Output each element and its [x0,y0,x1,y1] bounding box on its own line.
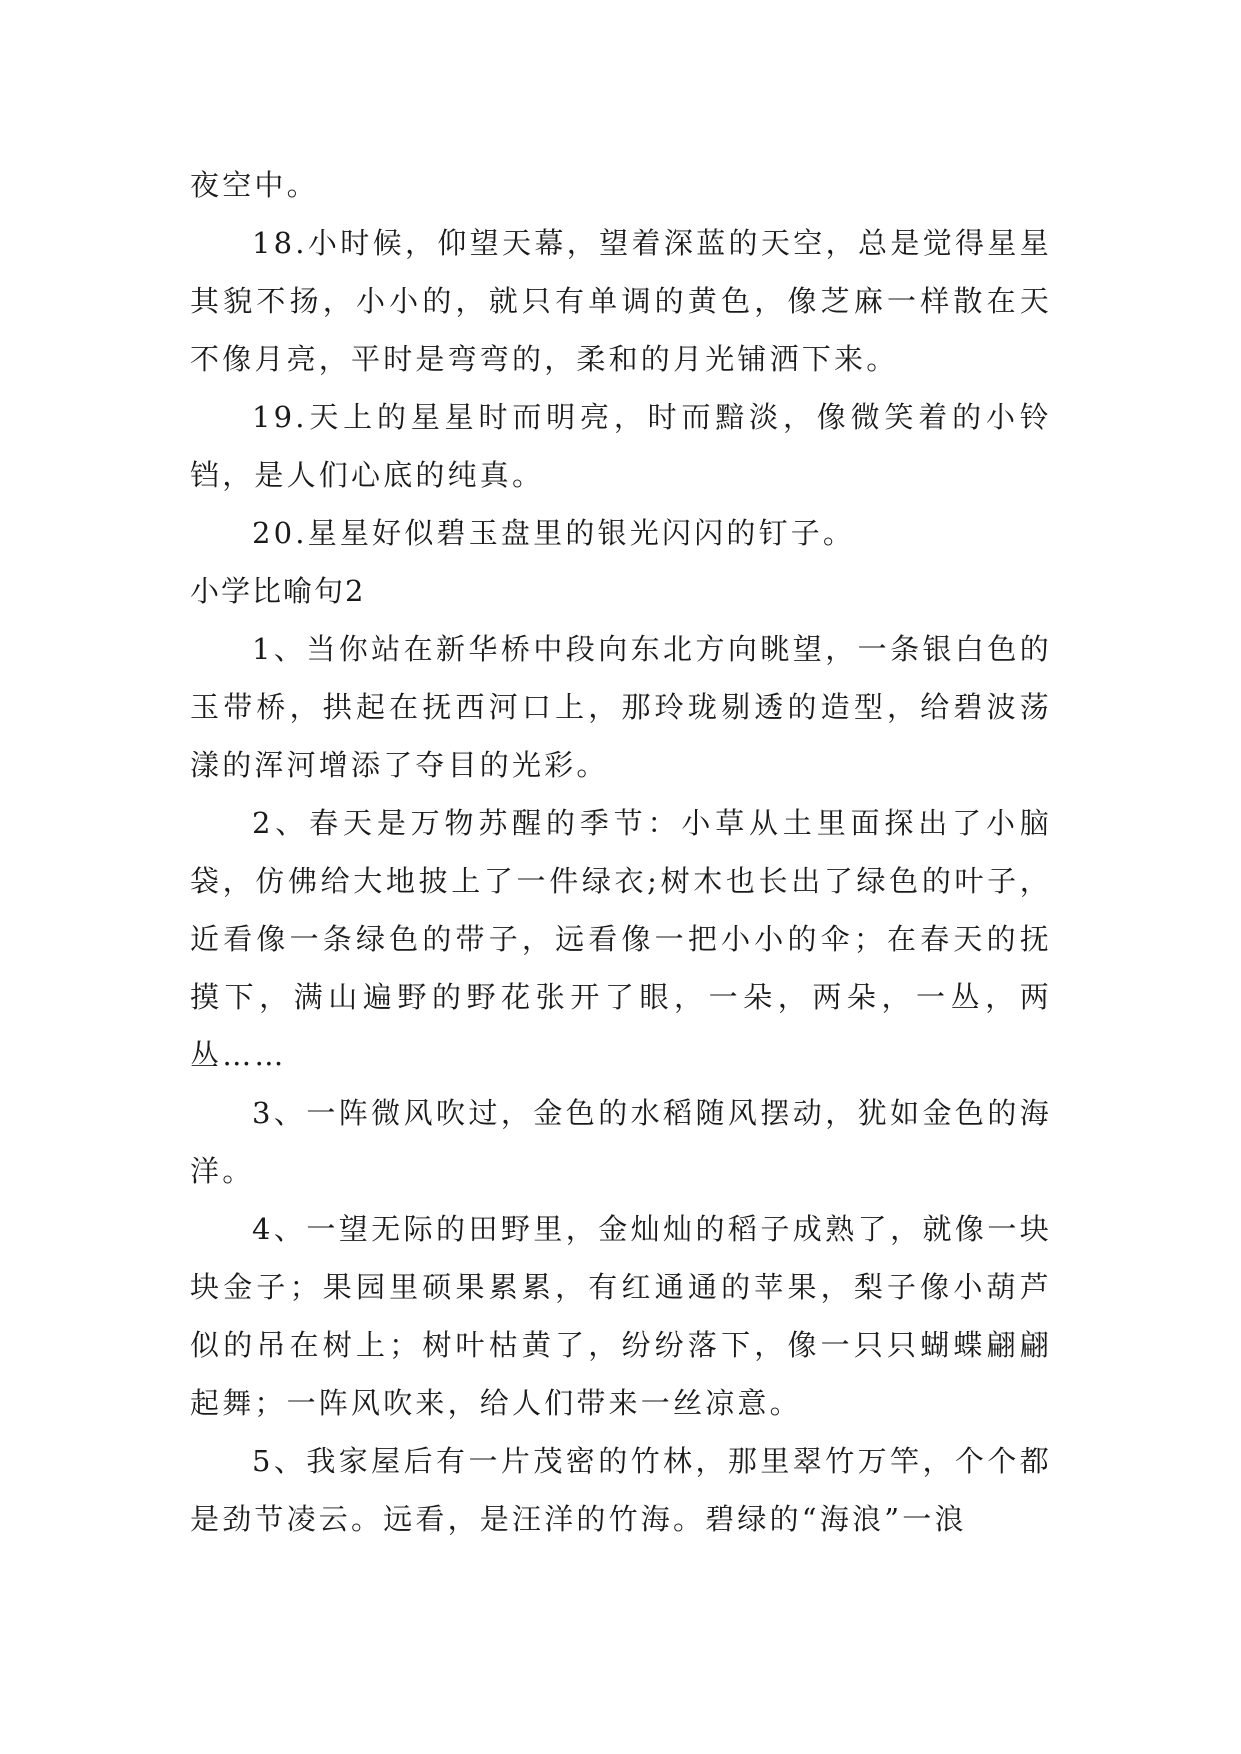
document-body [190,156,1052,1548]
section-heading: 小学比喻句2 [190,574,366,608]
paragraph-item-19: 19.天上的星星时而明亮，时而黯淡，像微笑着的小铃铛，是人们心底的纯真。 [190,400,1052,492]
paragraph-item-18: 18.小时候，仰望天幕，望着深蓝的天空，总是觉得星星其貌不扬，小小的，就只有单调的黄色，像芝麻一样散在天不像月亮，平时是弯弯的，柔和的月光铺洒下来。 [190,226,1052,376]
paragraph-item-4: 4、一望无际的田野里，金灿灿的稻子成熟了，就像一块块金子；果园里硕果累累，有红通通的苹果，梨子像小葫芦似的吊在树上；树叶枯黄了，纷纷落下，像一只只蝴蝶翩翩起舞；一阵风吹来，给人们带来一丝凉意。 [190,1212,1052,1420]
paragraph-item-2: 2、春天是万物苏醒的季节：小草从土里面探出了小脑袋，仿佛给大地披上了一件绿衣;树木也长出了绿色的叶子，近看像一条绿色的带子，远看像一把小小的伞；在春天的抚摸下，满山遍野的野花张开了眼，一朵，两朵，一丛，两丛…… [190,806,1052,1072]
paragraph-item-20: 20.星星好似碧玉盘里的银光闪闪的钉子。 [252,516,856,550]
paragraph-item-1: 1、当你站在新华桥中段向东北方向眺望，一条银白色的玉带桥，拱起在抚西河口上，那玲珑剔透的造型，给碧波荡漾的浑河增添了夺目的光彩。 [190,632,1052,782]
paragraph-item-5: 5、我家屋后有一片茂密的竹林，那里翠竹万竿，个个都是劲节凌云。远看，是汪洋的竹海。碧绿的“海浪”一浪 [190,1444,1052,1536]
paragraph-continued: 夜空中。 [190,168,319,202]
paragraph-item-3: 3、一阵微风吹过，金色的水稻随风摆动，犹如金色的海洋。 [190,1096,1052,1188]
